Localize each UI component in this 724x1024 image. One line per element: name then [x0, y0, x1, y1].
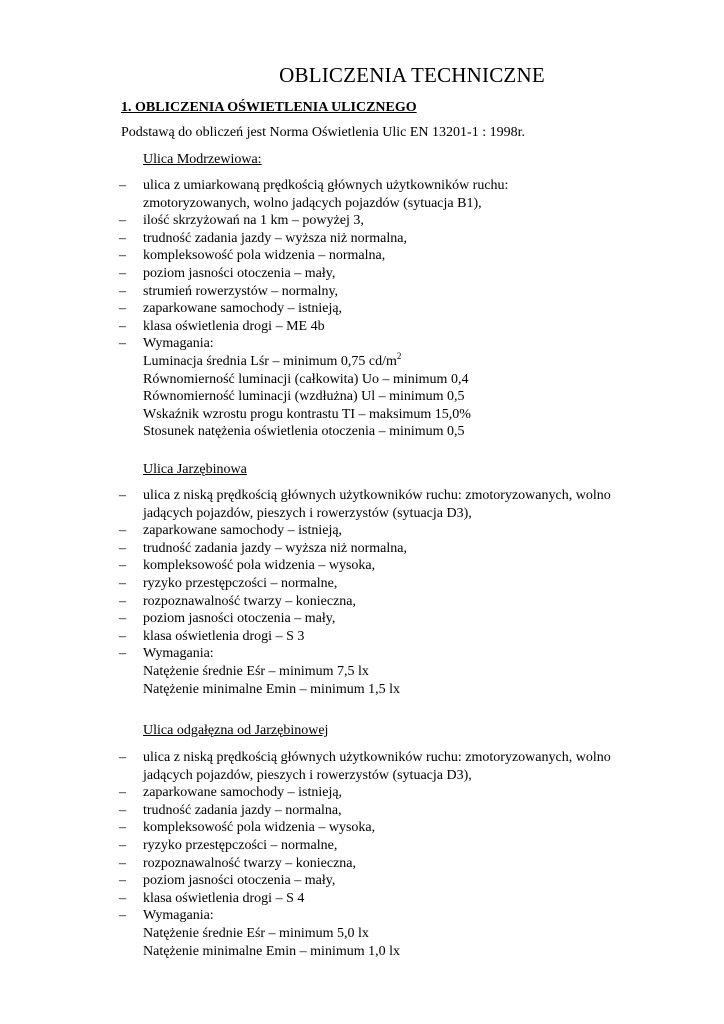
list-item: – kompleksowość pola widzenia – wysoka,	[119, 820, 376, 836]
requirement-line: Natężenie średnie Eśr – minimum 5,0 lx	[143, 925, 369, 941]
bullet-dash: –	[119, 558, 126, 574]
requirement-line: Natężenie średnie Eśr – minimum 7,5 lx	[143, 663, 369, 679]
list-item: – poziom jasności otoczenia – mały,	[119, 873, 336, 889]
list-item: – ulica z umiarkowaną prędkością głównych użytkowników ruchu:	[119, 178, 509, 193]
conditions-list-odgalezna	[0, 749, 724, 960]
list-item: – kompleksowość pola widzenia – wysoka,	[119, 558, 376, 574]
list-item: – Wymagania:	[119, 336, 214, 352]
bullet-dash: –	[119, 628, 126, 644]
street-heading-odgaleznaa: Ulica odgałęzna od Jarzębinowej	[143, 723, 329, 738]
bullet-dash: –	[119, 575, 126, 591]
section-heading: 1. OBLICZENIA OŚWIETLENIA ULICZNEGO	[121, 100, 417, 115]
list-item: – klasa oświetlenia drogi – S 3	[119, 628, 305, 644]
bullet-dash: –	[119, 750, 126, 765]
list-item: – trudność zadania jazdy – wyższa niż normalna,	[119, 540, 407, 556]
list-item: – trudność zadania jazdy – normalna,	[119, 802, 342, 818]
requirement-line: Wskaźnik wzrostu progu kontrastu TI – maksimum 15,0%	[143, 406, 471, 422]
bullet-dash: –	[119, 646, 126, 662]
bullet-dash: –	[119, 248, 126, 264]
list-item: – rozpoznawalność twarzy – konieczna,	[119, 855, 357, 871]
bullet-dash: –	[119, 873, 126, 889]
list-item: – Wymagania:	[119, 646, 214, 662]
street-heading-modrzewiowa: Ulica Modrzewiowa:	[143, 152, 262, 167]
bullet-dash: –	[119, 890, 126, 906]
list-item: – rozpoznawalność twarzy – konieczna,	[119, 593, 357, 609]
bullet-dash: –	[119, 336, 126, 352]
requirement-line: Natężenie minimalne Emin – minimum 1,0 lx	[143, 943, 401, 959]
list-item: – ulica z niską prędkością głównych użytkowników ruchu: zmotoryzowanych, wolno	[119, 488, 611, 503]
street-heading-jarzebinowa: Ulica Jarzębinowa	[143, 462, 247, 477]
bullet-dash: –	[119, 178, 126, 193]
bullet-dash: –	[119, 837, 126, 853]
bullet-dash: –	[119, 908, 126, 924]
list-item: – zaparkowane samochody – istnieją,	[119, 523, 343, 539]
bullet-dash: –	[119, 318, 126, 334]
bullet-dash: –	[119, 265, 126, 281]
list-item: – trudność zadania jazdy – wyższa niż normalna,	[119, 230, 407, 246]
list-item: – klasa oświetlenia drogi – S 4	[119, 890, 305, 906]
conditions-list-jarzebinowa	[0, 487, 724, 698]
list-item: – zaparkowane samochody – istnieją,	[119, 301, 343, 317]
list-item: – kompleksowość pola widzenia – normalna,	[119, 248, 386, 264]
requirement-line: Równomierność luminacji (całkowita) Uo – minimum 0,4	[143, 371, 469, 387]
list-item-continuation: zmotoryzowanych, wolno jadących pojazdów (sytuacja B1),	[143, 195, 482, 211]
requirement-line: Stosunek natężenia oświetlenia otoczenia – minimum 0,5	[143, 424, 465, 440]
requirement-line: Natężenie minimalne Emin – minimum 1,5 lx	[143, 681, 401, 697]
list-item-continuation: jadących pojazdów, pieszych i rowerzystów (sytuacja D3),	[143, 505, 472, 521]
list-item-continuation: jadących pojazdów, pieszych i rowerzystów (sytuacja D3),	[143, 767, 472, 783]
bullet-dash: –	[119, 611, 126, 627]
bullet-dash: –	[119, 283, 126, 299]
requirement-line: Równomierność luminacji (wzdłużna) Ul – minimum 0,5	[143, 389, 465, 405]
basis-paragraph: Podstawą do obliczeń jest Norma Oświetlenia Ulic EN 13201-1 : 1998r.	[121, 125, 525, 140]
list-item: – ryzyko przestępczości – normalne,	[119, 837, 338, 853]
bullet-dash: –	[119, 523, 126, 539]
conditions-list-modrzewiowa	[0, 177, 724, 441]
requirement-line: Luminacja średnia Lśr – minimum 0,75 $cd/m^2$	[143, 350, 402, 369]
list-item: – klasa oświetlenia drogi – ME 4b	[119, 318, 325, 334]
list-item: – ulica z niską prędkością głównych użytkowników ruchu: zmotoryzowanych, wolno	[119, 750, 611, 765]
bullet-dash: –	[119, 802, 126, 818]
bullet-dash: –	[119, 488, 126, 503]
bullet-dash: –	[119, 540, 126, 556]
list-item: – poziom jasności otoczenia – mały,	[119, 611, 336, 627]
bullet-dash: –	[119, 785, 126, 801]
bullet-dash: –	[119, 820, 126, 836]
bullet-dash: –	[119, 593, 126, 609]
list-item: – zaparkowane samochody – istnieją,	[119, 785, 343, 801]
bullet-dash: –	[119, 230, 126, 246]
bullet-dash: –	[119, 301, 126, 317]
page-title: OBLICZENIA TECHNICZNE	[279, 63, 545, 87]
list-item: – Wymagania:	[119, 908, 214, 924]
list-item: – ryzyko przestępczości – normalne,	[119, 575, 338, 591]
list-item: – poziom jasności otoczenia – mały,	[119, 265, 336, 281]
bullet-dash: –	[119, 213, 126, 229]
list-item: – strumień rowerzystów – normalny,	[119, 283, 339, 299]
list-item: – ilość skrzyżowań na 1 km – powyżej 3,	[119, 213, 364, 229]
bullet-dash: –	[119, 855, 126, 871]
